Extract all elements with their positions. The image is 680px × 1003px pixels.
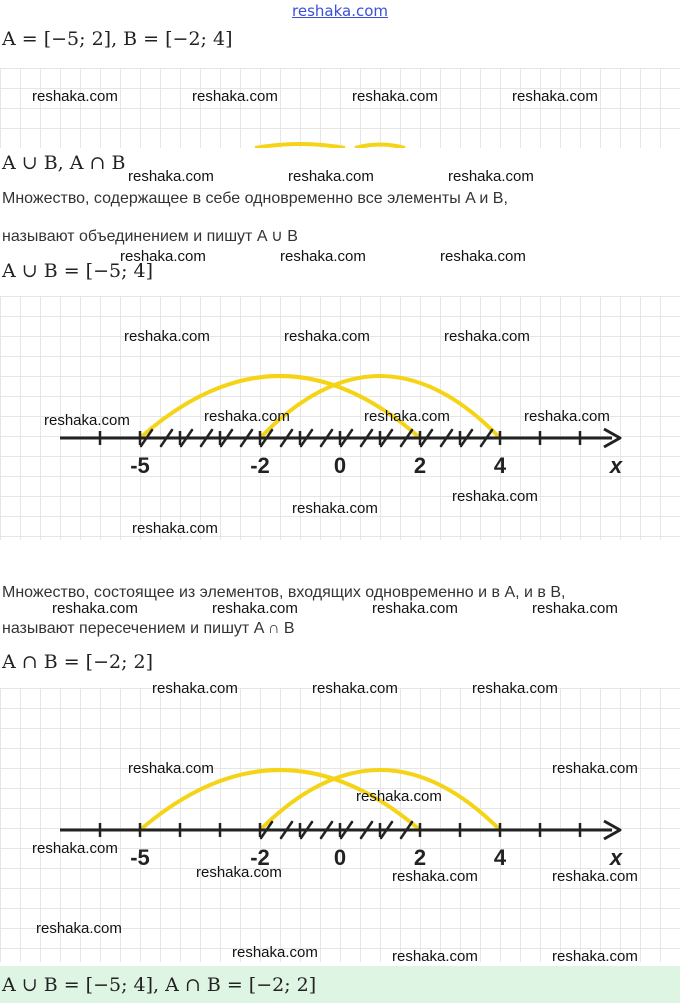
axis-label: x xyxy=(609,845,623,870)
answer-text: A ∪ B = [−5; 4], A ∩ B = [−2; 2] xyxy=(2,974,317,996)
tick-label: 0 xyxy=(333,453,347,478)
watermark: reshaka.com xyxy=(284,328,370,345)
watermark: reshaka.com xyxy=(552,948,638,965)
tick-label: 2 xyxy=(413,845,427,870)
answer-box xyxy=(0,966,680,1003)
set-a-arc xyxy=(140,376,420,438)
watermark: reshaka.com xyxy=(36,920,122,937)
tick-label: 4 xyxy=(493,453,507,478)
site-link[interactable]: reshaka.com xyxy=(292,2,388,20)
watermark: reshaka.com xyxy=(472,680,558,697)
watermark: reshaka.com xyxy=(524,408,610,425)
intersection-result: A ∩ B = [−2; 2] xyxy=(2,651,154,673)
grid-band-top xyxy=(0,68,680,148)
watermark: reshaka.com xyxy=(132,520,218,537)
watermark: reshaka.com xyxy=(552,868,638,885)
tick-label: 0 xyxy=(333,845,347,870)
watermark: reshaka.com xyxy=(128,168,214,185)
tick-label: -2 xyxy=(250,453,270,478)
watermark: reshaka.com xyxy=(452,488,538,505)
watermark: reshaka.com xyxy=(352,88,438,105)
watermark: reshaka.com xyxy=(364,408,450,425)
watermark: reshaka.com xyxy=(440,248,526,265)
watermark: reshaka.com xyxy=(32,840,118,857)
watermark: reshaka.com xyxy=(552,760,638,777)
axis-label: x xyxy=(609,453,623,478)
tick-label: -2 xyxy=(250,845,270,870)
tick-label: -5 xyxy=(130,453,150,478)
tick-label: 2 xyxy=(413,453,427,478)
watermark: reshaka.com xyxy=(392,868,478,885)
watermark: reshaka.com xyxy=(204,408,290,425)
watermark: reshaka.com xyxy=(52,600,138,617)
intersection-definition-line2: называют пересечением и пишут A ∩ B xyxy=(2,620,295,637)
arc-fragment xyxy=(0,68,680,148)
union-definition-line2: называют объединением и пишут A ∪ B xyxy=(2,228,298,245)
watermark: reshaka.com xyxy=(196,864,282,881)
watermark: reshaka.com xyxy=(448,168,534,185)
watermark: reshaka.com xyxy=(192,88,278,105)
watermark: reshaka.com xyxy=(356,788,442,805)
watermark: reshaka.com xyxy=(372,600,458,617)
watermark: reshaka.com xyxy=(444,328,530,345)
watermark: reshaka.com xyxy=(288,168,374,185)
watermark: reshaka.com xyxy=(532,600,618,617)
union-definition-line1: Множество, содержащее в себе одновременно все элементы A и B, xyxy=(2,190,508,207)
watermark: reshaka.com xyxy=(212,600,298,617)
watermark: reshaka.com xyxy=(128,760,214,777)
watermark: reshaka.com xyxy=(232,944,318,961)
sets-definition: A = [−5; 2], B = [−2; 4] xyxy=(2,28,233,50)
watermark: reshaka.com xyxy=(280,248,366,265)
task-expression: A ∪ B, A ∩ B xyxy=(2,152,126,174)
union-result: A ∪ B = [−5; 4] xyxy=(2,260,154,282)
watermark: reshaka.com xyxy=(44,412,130,429)
watermark: reshaka.com xyxy=(512,88,598,105)
watermark: reshaka.com xyxy=(392,948,478,965)
intersection-definition-line1: Множество, состоящее из элементов, входящих одновременно и в A, и в B, xyxy=(2,584,566,601)
watermark: reshaka.com xyxy=(124,328,210,345)
watermark: reshaka.com xyxy=(312,680,398,697)
tick-label: -5 xyxy=(130,845,150,870)
watermark: reshaka.com xyxy=(32,88,118,105)
watermark: reshaka.com xyxy=(152,680,238,697)
watermark: reshaka.com xyxy=(292,500,378,517)
watermark: reshaka.com xyxy=(120,248,206,265)
tick-label: 4 xyxy=(493,845,507,870)
